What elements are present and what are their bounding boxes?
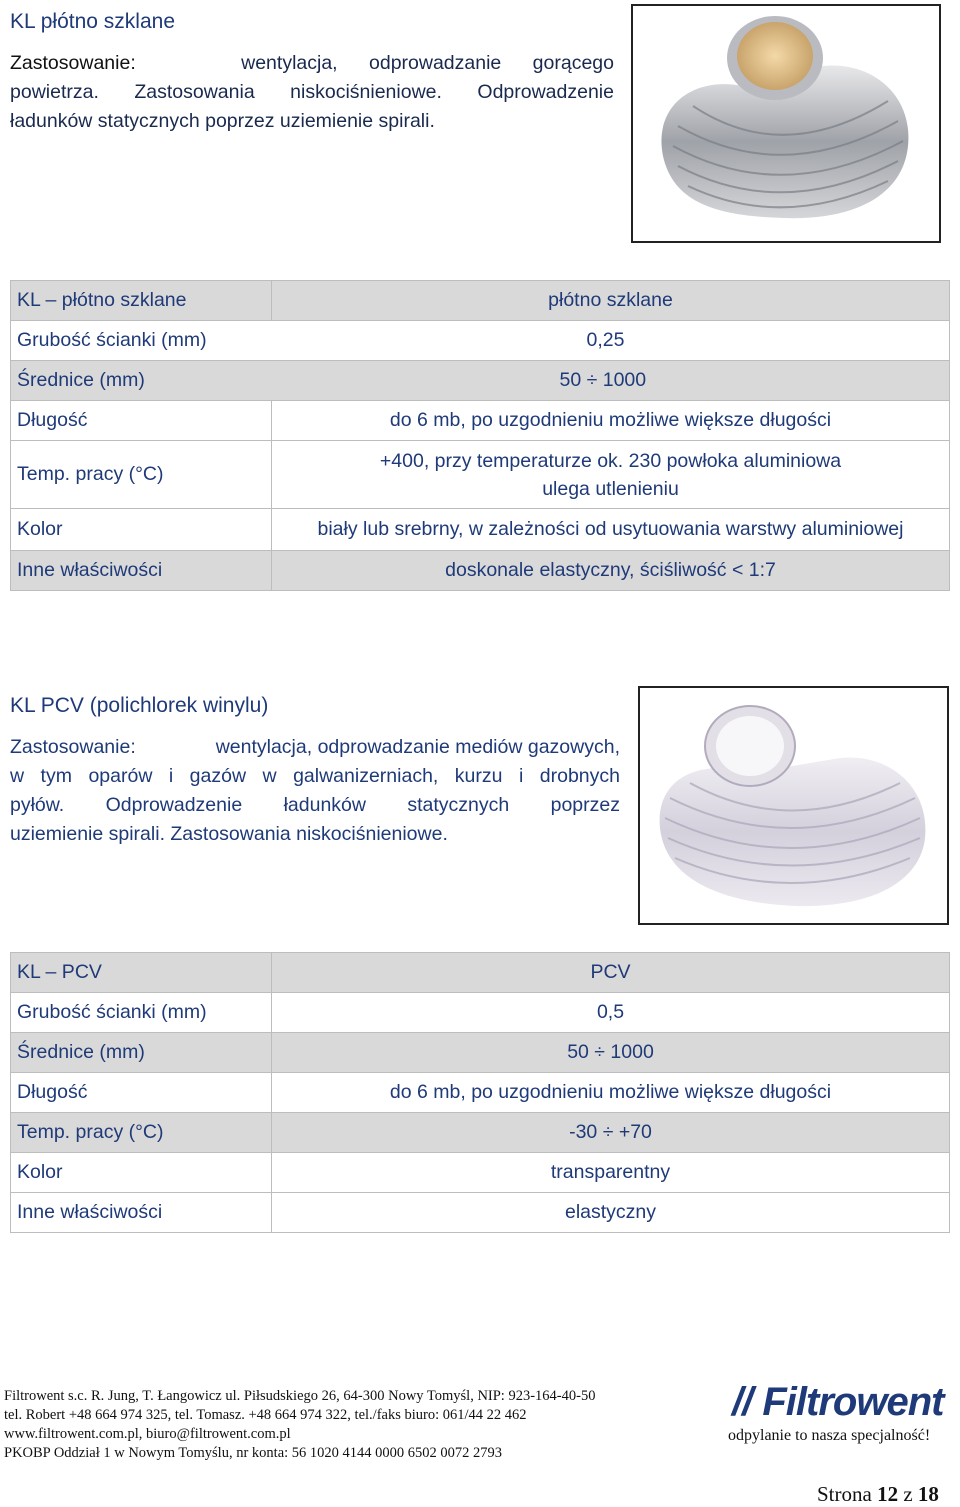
section1-description-line-3: ładunków statycznych poprzez uziemienie spirali. (10, 110, 435, 132)
table-row (11, 1153, 950, 1193)
table-row (11, 401, 950, 441)
table-row (11, 441, 950, 509)
footer-bank-account: PKOBP Oddział 1 w Nowym Tomyślu, nr konta: 56 1020 4144 0000 6502 0072 2793 (4, 1445, 503, 1461)
spec-header-value: PCV (272, 953, 950, 993)
section1-description-label: Zastosowanie: (10, 52, 136, 74)
spec-value-line-1: +400, przy temperaturze ok. 230 powłoka aluminiowa (379, 449, 842, 472)
spec-key: Średnice (mm) (11, 1033, 272, 1073)
spec-value-line-2: ulega utlenieniu (542, 477, 679, 500)
table-row (11, 1033, 950, 1073)
spec-value: doskonale elastyczny, ściśliwość < 1:7 (272, 551, 950, 591)
spec-key: Kolor (11, 1153, 272, 1193)
spec-value: biały lub srebrny, w zależności od usytuowania warstwy aluminiowej (272, 509, 950, 551)
spec-value: do 6 mb, po uzgodnieniu możliwe większe długości (272, 401, 950, 441)
section1-spec-table (10, 280, 950, 591)
footer-phones: tel. Robert +48 664 974 325, tel. Tomasz. +48 664 974 322, tel./faks biuro: 061/44 22 462 (4, 1407, 527, 1423)
table-row (11, 1113, 950, 1153)
spec-value: 50 ÷ 1000 (272, 361, 950, 401)
spec-value: elastyczny (272, 1193, 950, 1233)
spec-value: 0,5 (272, 993, 950, 1033)
spec-key: Inne właściwości (11, 1193, 272, 1233)
spec-key: Temp. pracy (°C) (11, 441, 272, 509)
table-row (11, 281, 950, 321)
spec-value: 0,25 (272, 321, 950, 361)
page-number (817, 1482, 939, 1507)
table-row (11, 321, 950, 361)
table-row (11, 993, 950, 1033)
section2-description-line-1: wentylacja, odprowadzanie mediów gazowych, (215, 736, 620, 758)
spec-value: 50 ÷ 1000 (272, 1033, 950, 1073)
section1-description-line-2: powietrza. Zastosowania niskociśnieniowe. Odprowadzenie (10, 81, 614, 103)
page-number-separator: z (903, 1482, 913, 1506)
spec-value: do 6 mb, po uzgodnieniu możliwe większe długości (272, 1073, 950, 1113)
footer-company-info (4, 1387, 595, 1463)
pcv-hose-photo (638, 686, 949, 925)
spec-key: Średnice (mm) (11, 361, 272, 401)
glass-fabric-hose-photo (631, 4, 941, 243)
spec-key: Inne właściwości (11, 551, 272, 591)
section2-heading: KL PCV (polichlorek winylu) (10, 694, 269, 717)
spec-value (272, 441, 950, 509)
table-row (11, 1193, 950, 1233)
spec-key: Kolor (11, 509, 272, 551)
spec-header-key: KL – płótno szklane (11, 281, 272, 321)
spec-key: Długość (11, 1073, 272, 1113)
table-row (11, 953, 950, 993)
page-number-prefix: Strona (817, 1482, 872, 1506)
footer-address: Filtrowent s.c. R. Jung, T. Łangowicz ul. Piłsudskiego 26, 64-300 Nowy Tomyśl, NIP: 923-164-40-50 (4, 1388, 596, 1404)
spec-value: transparentny (272, 1153, 950, 1193)
section2-description-line-4: uziemienie spirali. Zastosowania niskociśnieniowe. (10, 823, 448, 845)
spec-key: Grubość ścianki (mm) (11, 321, 272, 361)
spec-header-value: płótno szklane (272, 281, 950, 321)
section2-description-line-2: w tym oparów i gazów w galwanizerniach, kurzu i drobnych (10, 765, 620, 787)
section2-description-label: Zastosowanie: (10, 736, 136, 758)
page-number-current: 12 (877, 1482, 899, 1506)
spec-key: Temp. pracy (°C) (11, 1113, 272, 1153)
logo-text: Filtrowent (762, 1380, 944, 1424)
table-row (11, 361, 950, 401)
filtrowent-logo (732, 1380, 943, 1425)
section2-description-line-3: pyłów. Odprowadzenie ładunków statycznych poprzez (10, 794, 620, 816)
spec-key: Długość (11, 401, 272, 441)
section2-spec-table (10, 952, 950, 1233)
table-row (11, 1073, 950, 1113)
spec-key: Grubość ścianki (mm) (11, 993, 272, 1033)
page-number-total: 18 (917, 1482, 939, 1506)
section1-description (10, 49, 614, 136)
section1-heading: KL płótno szklane (10, 10, 175, 33)
table-row (11, 509, 950, 551)
footer-web-email: www.filtrowent.com.pl, biuro@filtrowent.com.pl (4, 1426, 291, 1442)
pcv-hose-image (640, 688, 947, 923)
spec-value: -30 ÷ +70 (272, 1113, 950, 1153)
footer-tagline: odpylanie to nasza specjalność! (728, 1427, 931, 1444)
logo-slashes-icon: // (732, 1380, 753, 1424)
section1-description-line-1: wentylacja, odprowadzanie gorącego (241, 52, 614, 74)
table-row (11, 551, 950, 591)
glass-fabric-hose-image (633, 6, 939, 241)
section2-description (10, 733, 620, 849)
spec-header-key: KL – PCV (11, 953, 272, 993)
